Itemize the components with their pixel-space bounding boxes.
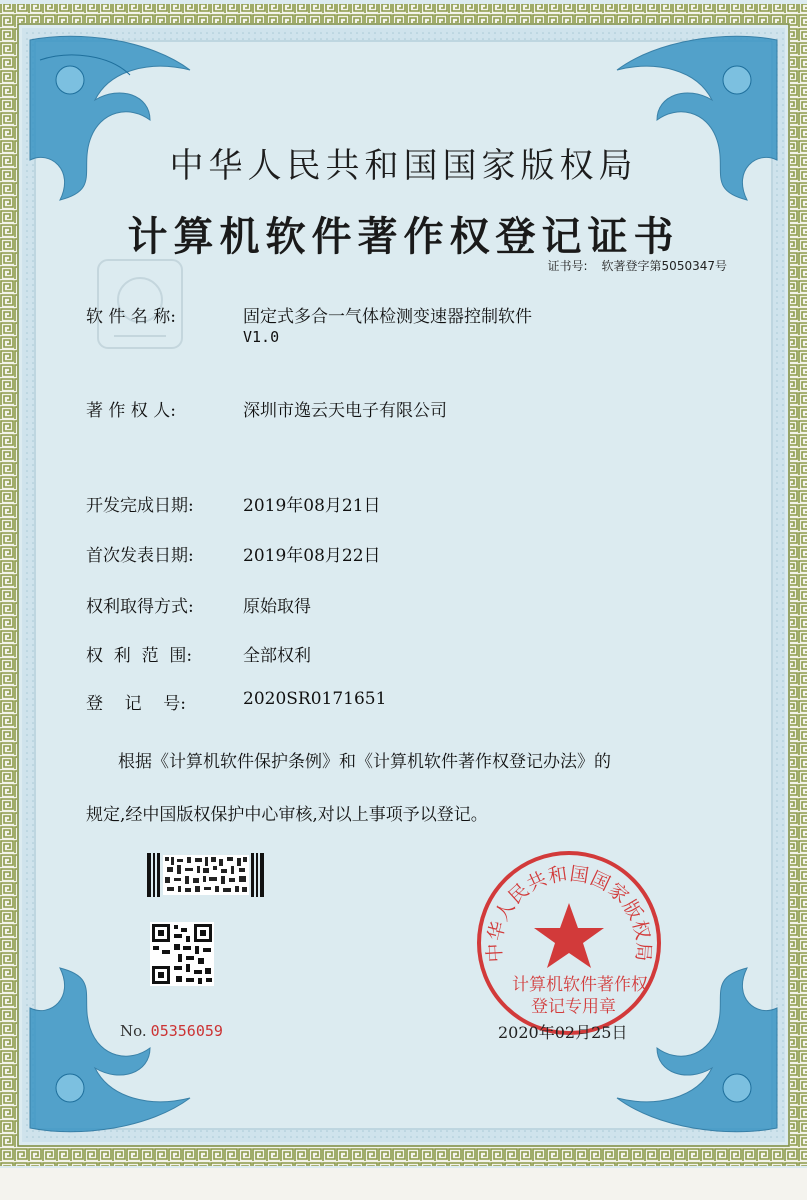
statement-line-2: 规定,经中国版权保护中心审核,对以上事项予以登记。 [86, 805, 488, 825]
acquisition-label: 权利取得方式: [86, 597, 194, 617]
field-scope [86, 641, 311, 666]
issuer-title: 中华人民共和国国家版权局 [169, 146, 638, 186]
statement-line-1: 根据《计算机软件保护条例》和《计算机软件著作权登记办法》的 [118, 752, 611, 772]
field-registration [86, 689, 387, 714]
registration-value: 2020SR0171651 [243, 689, 387, 709]
publish-date-label: 首次发表日期: [86, 546, 194, 566]
acquisition-value: 原始取得 [243, 597, 311, 617]
field-publish-date [86, 541, 381, 566]
serial-label: No. [120, 1022, 147, 1040]
serial-number [120, 1022, 223, 1040]
certificate-title: 计算机软件著作权登记证书 [127, 213, 680, 260]
owner-value: 深圳市逸云天电子有限公司 [243, 401, 447, 421]
scan-margin [0, 1168, 807, 1200]
svg-text:中华人民共和国国家版权局: 中华人民共和国国家版权局 [483, 862, 655, 963]
corner-ornament-bottom-left [30, 968, 190, 1132]
seal-inner-line-2: 登记专用章 [531, 997, 616, 1017]
completion-date-label: 开发完成日期: [86, 496, 194, 516]
serial-value: 05356059 [150, 1022, 223, 1040]
software-name-value: 固定式多合一气体检测变速器控制软件 [243, 307, 532, 327]
field-completion-date [86, 491, 381, 516]
field-software-name [86, 302, 532, 327]
completion-date-value: 2019年08月21日 [243, 496, 381, 516]
owner-label: 著 作 权 人: [86, 401, 176, 421]
scope-value: 全部权利 [243, 646, 311, 666]
scope-label: 权 利 范 围: [86, 646, 193, 666]
issue-date: 2020年02月25日 [498, 1023, 628, 1042]
certificate-number-label: 证书号: [547, 259, 588, 273]
publish-date-value: 2019年08月22日 [243, 546, 381, 566]
field-owner [86, 396, 447, 421]
certificate-number-value: 软著登字第5050347号 [601, 259, 727, 273]
barcode [147, 853, 267, 897]
software-name-label: 软 件 名 称: [86, 307, 176, 327]
registration-label: 登 记 号: [86, 694, 186, 714]
seal-star [534, 903, 604, 968]
certificate-number [534, 257, 728, 274]
field-acquisition [86, 592, 311, 617]
software-version: V1.0 [243, 328, 280, 346]
pencil-annotation: 自出 [466, 7, 494, 23]
seal-inner-line-1: 计算机软件著作权 [512, 975, 648, 995]
qr-code [150, 922, 214, 986]
